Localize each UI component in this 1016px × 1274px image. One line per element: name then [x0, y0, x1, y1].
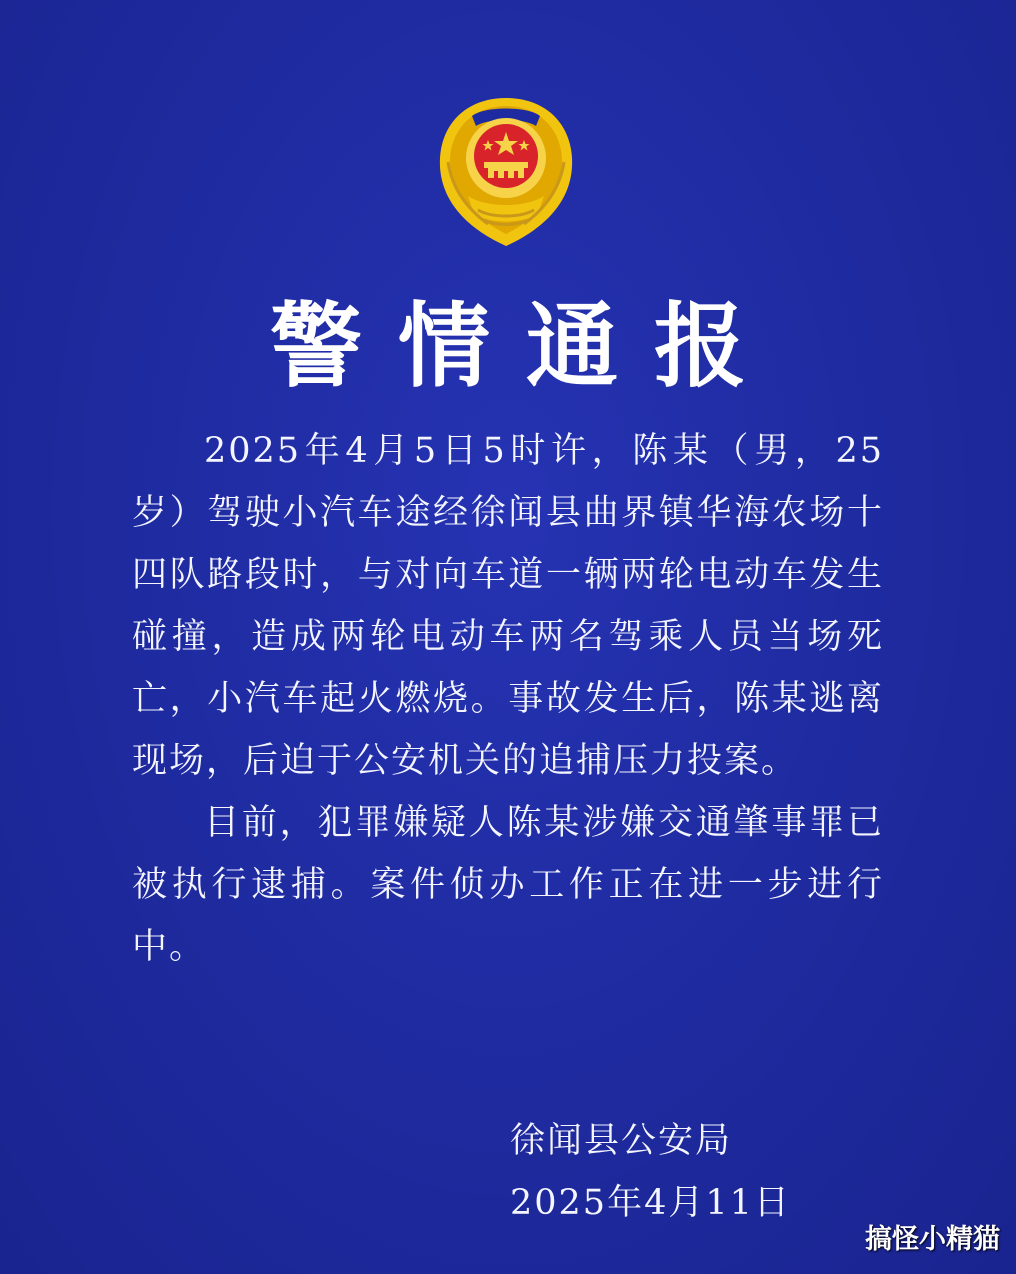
watermark-text: 搞怪小精猫 [865, 1224, 1000, 1255]
issue-date: 2025年4月11日 [510, 1183, 791, 1223]
signature-block [510, 1110, 830, 1234]
police-emblem-icon [428, 92, 584, 252]
notice-body [132, 420, 884, 978]
notice-paragraph: 目前，犯罪嫌疑人陈某涉嫌交通肇事罪已被执行逮捕。案件侦办工作正在进一步进行中。 [132, 803, 884, 967]
issuer-name: 徐闻县公安局 [510, 1121, 733, 1161]
page-title: 警情通报 [269, 293, 782, 400]
notice-paragraph: 2025年4月5日5时许，陈某（男，25岁）驾驶小汽车途经徐闻县曲界镇华海农场十四队路段时，与对向车道一辆两轮电动车发生碰撞，造成两轮电动车两名驾乘人员当场死亡，小汽车起火燃烧。事故发生后，陈某逃离现场，后迫于公安机关的追捕压力投案。 [132, 431, 884, 781]
